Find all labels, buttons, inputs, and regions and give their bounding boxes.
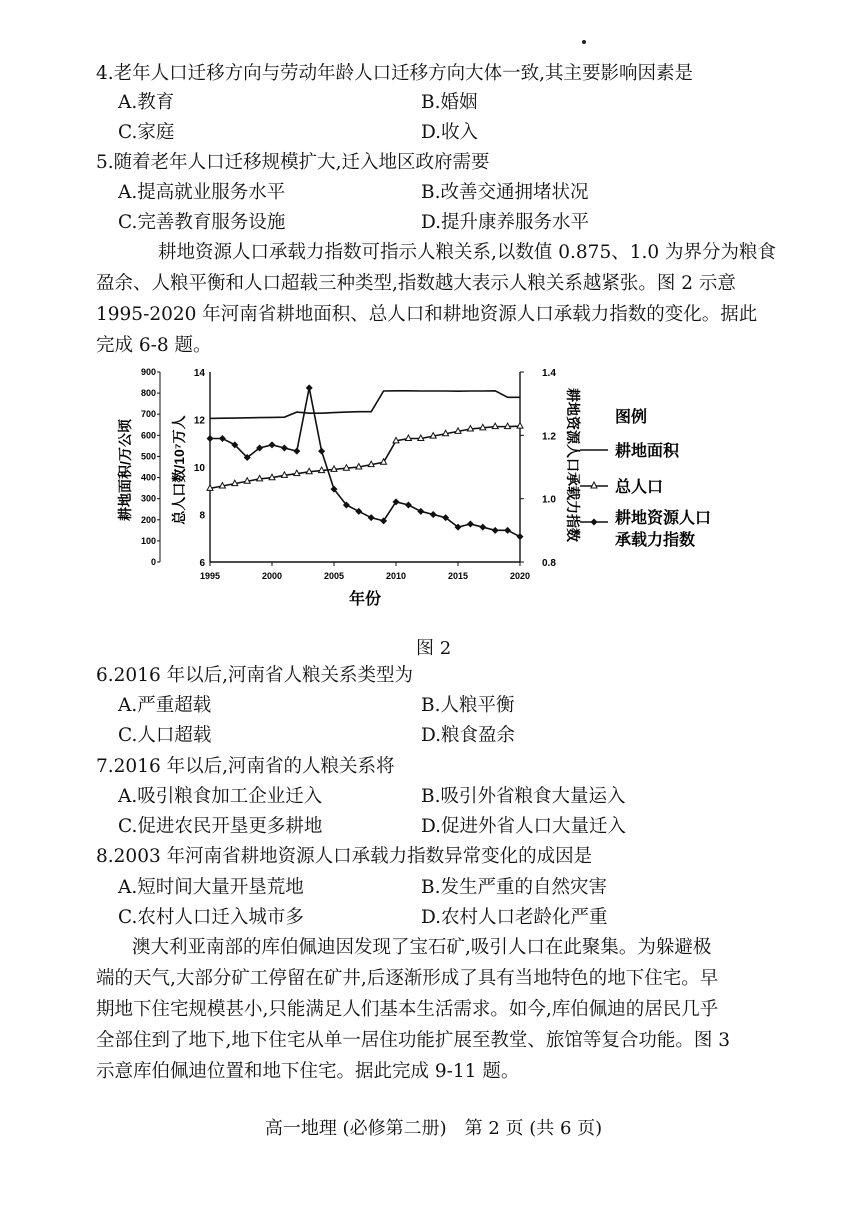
question-6-stem: 6.2016 年以后,河南省人粮关系类型为 [96, 665, 413, 686]
passage-2-line: 示意库伯佩迪位置和地下住宅。据此完成 9-11 题。 [96, 1061, 520, 1082]
tick-label-year: 2000 [261, 571, 283, 581]
data-point-index [479, 524, 486, 531]
question-5-option-d: D.提升康养服务水平 [421, 212, 590, 233]
passage-1-line: 耕地资源人口承载力指数可指示人粮关系,以数值 0.875、1.0 为界分为粮食 [158, 242, 777, 263]
tick-label-area: 500 [140, 451, 156, 462]
question-8-option-c: C.农村人口迁入城市多 [118, 907, 304, 928]
figure-2-chart [110, 360, 750, 620]
data-point-index [269, 441, 276, 448]
question-6-option-c: C.人口超载 [118, 725, 212, 746]
legend-title: 图例 [615, 409, 648, 426]
legend-label-index-2: 承载力指数 [615, 532, 696, 549]
passage-2-line: 全部住到了地下,地下住宅从单一居住功能扩展至教堂、旅馆等复合功能。图 3 [96, 1030, 731, 1051]
question-6-option-b: B.人粮平衡 [421, 695, 515, 716]
tick-label-pop: 14 [193, 368, 205, 379]
data-point-index [355, 508, 362, 515]
scan-dot [582, 40, 586, 44]
passage-2 [96, 932, 731, 1087]
question-4-option-b: B.婚姻 [421, 92, 478, 113]
data-point-index [281, 445, 288, 452]
passage-1-line: 1995-2020 年河南省耕地面积、总人口和耕地资源人口承载力指数的变化。据此 [96, 304, 758, 325]
series-line-0 [210, 391, 520, 419]
passage-2-line: 期地下住宅规模甚小,只能满足人们基本生活需求。如今,库伯佩迪的居民几乎 [96, 999, 719, 1020]
tick-label-area: 700 [140, 409, 156, 420]
tick-label-pop: 8 [199, 510, 205, 522]
tick-label-area: 600 [140, 430, 156, 441]
passage-2-line: 端的天气,大部分矿工停留在矿井,后逐渐形成了具有当地特色的地下住宅。早 [96, 968, 719, 989]
tick-label-area: 300 [140, 493, 156, 504]
legend-label-area: 耕地面积 [615, 443, 680, 460]
data-point-index [467, 521, 474, 528]
passage-2-line: 澳大利亚南部的库伯佩迪因发现了宝石矿,吸引人口在此聚集。为躲避极 [132, 937, 712, 958]
legend-marker-pop [591, 482, 597, 488]
tick-label-area: 0 [150, 557, 156, 567]
tick-label-pop: 12 [193, 415, 205, 427]
question-5-option-c: C.完善教育服务设施 [118, 212, 286, 233]
question-7-option-b: B.吸引外省粮食大量运入 [421, 786, 626, 807]
passage-1 [96, 237, 777, 361]
question-5-option-b: B.改善交通拥堵状况 [421, 182, 589, 203]
question-4-option-a: A.教育 [118, 92, 175, 113]
question-7-stem: 7.2016 年以后,河南省的人粮关系将 [96, 756, 395, 777]
question-7-option-a: A.吸引粮食加工企业迁入 [118, 786, 323, 807]
data-point-index [219, 435, 226, 442]
data-point-index [517, 533, 524, 540]
question-8-option-d: D.农村人口老龄化严重 [421, 907, 608, 928]
tick-label-year: 2005 [323, 571, 345, 581]
question-4-option-c: C.家庭 [118, 122, 175, 143]
page-footer: 高一地理 (必修第二册) 第 2 页 (共 6 页) [264, 1118, 603, 1139]
question-4-option-d: D.收入 [421, 122, 479, 143]
y-axis-title-index: 耕地资源人口承载力指数 [565, 388, 581, 542]
data-point-index [293, 448, 300, 455]
question-6-option-a: A.严重超载 [118, 695, 212, 716]
data-point-index [368, 514, 375, 521]
question-5-option-a: A.提高就业服务水平 [118, 182, 286, 203]
y-axis-title-area: 耕地面积/万公顷 [117, 419, 133, 521]
question-7-option-c: C.促进农民开垦更多耕地 [118, 816, 323, 837]
passage-1-line: 盈余、人粮平衡和人口超载三种类型,指数越大表示人粮关系越紧张。图 2 示意 [96, 273, 736, 294]
data-point-index [306, 384, 313, 391]
tick-label-year: 2020 [509, 571, 531, 581]
tick-label-index: 1.0 [542, 494, 556, 506]
data-point-index [405, 502, 412, 509]
tick-label-index: 1.4 [542, 368, 556, 379]
data-point-index [492, 527, 499, 534]
tick-label-area: 100 [140, 535, 156, 546]
y-axis-title-pop: 总人口数/10⁷万人 [171, 415, 187, 525]
question-8-option-a: A.短时间大量开垦荒地 [118, 877, 304, 898]
question-6-option-d: D.粮食盈余 [421, 725, 516, 746]
tick-label-pop: 6 [199, 558, 205, 569]
figure-caption: 图 2 [416, 638, 452, 659]
data-point-index [207, 435, 214, 442]
passage-1-line: 完成 6-8 题。 [96, 335, 212, 356]
tick-label-area: 200 [140, 514, 156, 525]
data-point-index [504, 527, 511, 534]
tick-label-year: 2015 [447, 571, 469, 581]
legend-label-pop: 总人口 [615, 479, 664, 496]
question-8-stem: 8.2003 年河南省耕地资源人口承载力指数异常变化的成因是 [96, 846, 593, 867]
series-line-2 [210, 388, 520, 537]
legend-marker-index [591, 519, 598, 526]
tick-label-area: 900 [140, 367, 156, 377]
question-8-option-b: B.发生严重的自然灾害 [421, 877, 607, 898]
series-line-1 [210, 426, 520, 488]
x-axis-title: 年份 [348, 591, 382, 608]
tick-label-year: 1995 [199, 571, 221, 581]
tick-label-area: 400 [140, 472, 156, 483]
tick-label-pop: 10 [193, 463, 205, 474]
question-7-option-d: D.促进外省人口大量迁入 [421, 816, 627, 837]
tick-label-area: 800 [140, 388, 156, 399]
legend-label-index-1: 耕地资源人口 [615, 510, 712, 527]
tick-label-index: 0.8 [542, 558, 556, 569]
data-point-index [430, 511, 437, 518]
tick-label-year: 2010 [385, 571, 407, 581]
question-5-stem: 5.随着老年人口迁移规模扩大,迁入地区政府需要 [96, 152, 490, 173]
data-point-index [417, 508, 424, 515]
data-point-pop [517, 423, 523, 429]
data-point-index [318, 448, 325, 455]
tick-label-index: 1.2 [542, 431, 556, 443]
question-4-stem: 4.老年人口迁移方向与劳动年龄人口迁移方向大体一致,其主要影响因素是 [96, 63, 694, 84]
